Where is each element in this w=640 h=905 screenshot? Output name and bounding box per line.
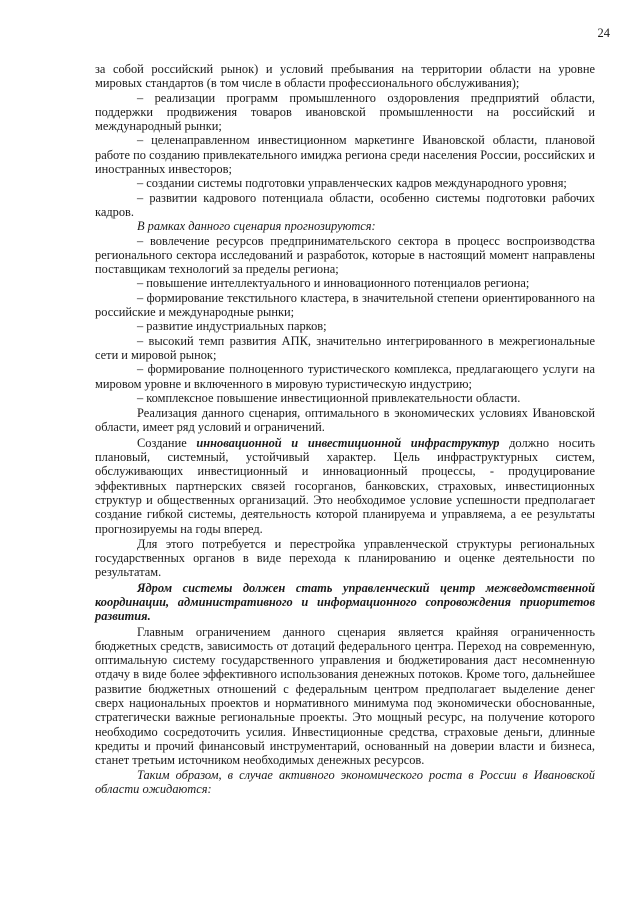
paragraph: за собой российский рынок) и условий пребывания на территории области на уровне мировых стандартов (в том числе в области профессионального обслуживания); [95,62,595,91]
key-statement [95,581,595,624]
list-item: – создании системы подготовки управленческих кадров международного уровня; [137,176,567,191]
list-item: – комплексное повышение инвестиционной привлекательности области. [137,390,521,405]
list-item: – повышение интеллектуального и инновационного потенциалов региона; [137,276,530,291]
key-statement-text: Ядром системы должен стать управленческий центр межведомственной координации, административного и информационного сопровождения приоритетов развития. [95,580,595,624]
section-lead-text: В рамках данного сценария прогнозируются: [137,219,376,234]
list-item: – высокий темп развития АПК, значительно интегрированного в межрегиональные сети и мировой рынок; [95,333,595,362]
paragraph: Главным ограничением данного сценария является крайняя ограниченность бюджетных средств, зависимость от дотаций федерального центра. Переход на современную, оптимальную систему государственного управления и бюджетирования даст несомненную отдачу в виде более эффективного использования денежных потоков. Кроме того, дальнейшее развитие бюджетных отношений с федеральным центром предполагает выделение денег сверх национальных проектов и нормативного минимума под экономически обоснованные, стратегически важные региональные проекты. Это мощный ресурс, на получение которого необходимо сосредоточить усилия. Инвестиционные средства, страховые деньги, длинные кредиты и прочий финансовый инструментарий, основанный на доверии власти и бизнеса, станет третьим источником необходимых денежных ресурсов. [95,624,595,768]
conclusion-lead [95,768,595,797]
paragraph-text: должно носить плановый, системный, устойчивый характер. Цель инфраструктурных систем, обслуживающих инвестиционный и инновационный процессы, - продуцирование эффективных партнерских связей госорганов, банковских, страховых, инвестиционных структур и общественных организаций. Это необходимое условие успешности предполагает создание гибкой системы, деятельность которой планируема и управляема, а ее результаты прогнозируемы на годы вперед. [95,435,596,536]
list-item: – формирование текстильного кластера, в значительной степени ориентированного на российские и международные рынки; [95,290,595,320]
paragraph: Для этого потребуется и перестройка управленческой структуры региональных государственных органов в виде перехода к планированию и оценке деятельности по результатам. [95,536,595,580]
list-item: – формирование полноценного туристического комплекса, предлагающего услуги на мировом уровне и включенного в мировую туристическую индустрию; [95,362,595,391]
paragraph: Реализация данного сценария, оптимального в экономических условиях Ивановской области, имеет ряд условий и ограничений. [95,406,595,435]
section-lead [95,219,595,233]
list-item: – развитии кадрового потенциала области, особенно системы подготовки рабочих кадров. [95,190,595,219]
list-item: – реализации программ промышленного оздоровления предприятий области, поддержки продвижения товаров ивановской промышленности на российский и международный рынки; [95,90,595,134]
document-body [95,62,595,796]
paragraph-text: Создание [137,435,197,450]
conclusion-lead-text: Таким образом, в случае активного экономического роста в России в Ивановской области ожидаются: [95,767,595,796]
list-item: – развитие индустриальных парков; [137,319,327,334]
emphasis-text: инновационной и инвестиционной инфраструктур [196,435,500,450]
list-item: – целенаправленном инвестиционном маркетинге Ивановской области, плановой работе по созданию привлекательного имиджа региона среди населения России, российских и иностранных инвесторов; [95,133,595,177]
list-item: – вовлечение ресурсов предпринимательского сектора в процесс воспроизводства регионального сектора исследований и разработок, которые в настоящий момент направлены поставщикам технологий за пределы региона; [95,233,595,277]
paragraph [95,436,595,536]
page-number: 24 [597,26,610,40]
